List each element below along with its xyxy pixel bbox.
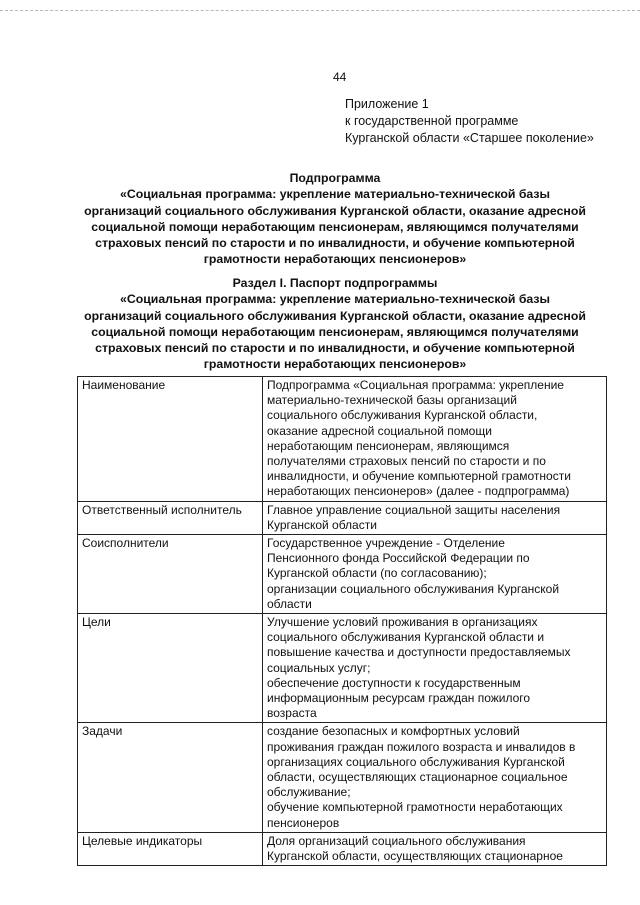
table-row (78, 614, 607, 723)
value-line: Государственное учреждение - Отделение (267, 536, 505, 551)
value-line: области, осуществляющих стационарное социальное (267, 770, 568, 785)
value-line: Доля организаций социального обслуживания (267, 833, 526, 848)
value-line: повышение качества и доступности предоставляемых (267, 645, 571, 660)
value-line: обслуживание; (267, 785, 351, 800)
value-line: получателями страховых пенсий по старости и по (267, 454, 546, 469)
appendix-note (345, 96, 594, 147)
row-label: Цели (78, 614, 263, 723)
value-line: материально-технической базы организаций (267, 393, 517, 408)
table-row (78, 501, 607, 534)
table-row (78, 535, 607, 614)
subprogram-title-line: социальной помощи неработающим пенсионерам, являющимся получателями (91, 219, 579, 234)
section-title-line: организаций социального обслуживания Курганской области, оказание адресной (84, 308, 586, 323)
section-title-line: «Социальная программа: укрепление материально-технической базы (119, 292, 551, 307)
section-title-line: социальной помощи неработающим пенсионерам, являющимся получателями (91, 324, 579, 339)
subprogram-title-line: организаций социального обслуживания Курганской области, оказание адресной (84, 203, 586, 218)
value-line: инвалидности, и обучение компьютерной грамотности (267, 469, 571, 484)
value-line: Пенсионного фонда Российской Федерации по (267, 551, 530, 566)
value-line: Курганской области, осуществляющих стационарное (267, 849, 563, 864)
value-line: неработающим пенсионерам, являющимся (267, 438, 510, 453)
value-line: оказание адресной социальной помощи (267, 423, 492, 438)
row-value (263, 535, 607, 614)
row-value (263, 614, 607, 723)
appendix-line: к государственной программе (345, 114, 519, 128)
row-value (263, 377, 607, 502)
value-line: неработающих пенсионеров» (далее - подпрограмма) (267, 484, 570, 499)
value-line: Подпрограмма «Социальная программа: укрепление (267, 378, 564, 392)
scan-top-border (0, 10, 640, 11)
row-label: Задачи (78, 723, 263, 832)
subprogram-title-line: Подпрограмма (289, 171, 381, 185)
value-line: создание безопасных и комфортных условий (267, 724, 520, 739)
value-line: обучение компьютерной грамотности неработающих (267, 800, 563, 815)
row-value (263, 723, 607, 832)
subprogram-title (70, 170, 600, 268)
value-line: Главное управление социальной защиты населения (267, 502, 561, 517)
value-line: Улучшение условий проживания в организациях (267, 615, 538, 630)
section-title-line: грамотности неработающих пенсионеров» (203, 357, 467, 372)
value-line: организациях социального обслуживания Курганской (267, 754, 565, 769)
appendix-line: Приложение 1 (345, 97, 429, 111)
page-number: 44 (333, 70, 347, 84)
row-label: Целевые индикаторы (78, 832, 263, 865)
value-line: социального обслуживания Курганской области и (267, 630, 545, 645)
section-title-line: страховых пенсий по старости и по инвалидности, и обучение компьютерной (95, 341, 575, 356)
table-row (78, 723, 607, 832)
row-value (263, 832, 607, 865)
value-line: Курганской области (по согласованию); (267, 566, 487, 581)
row-label: Соисполнители (78, 535, 263, 614)
appendix-line: Курганской области «Старшее поколение» (345, 131, 594, 145)
passport-table (77, 376, 607, 866)
value-line: информационным ресурсам граждан пожилого (267, 691, 531, 706)
row-value (263, 501, 607, 534)
value-line: социальных услуг; (267, 660, 371, 675)
row-label: Ответственный исполнитель (78, 501, 263, 534)
table-row (78, 832, 607, 865)
table-row (78, 377, 607, 502)
subprogram-title-line: страховых пенсий по старости и по инвалидности, и обучение компьютерной (95, 236, 575, 251)
value-line: проживания граждан пожилого возраста и инвалидов в (267, 739, 576, 754)
value-line: социального обслуживания Курганской области, (267, 408, 538, 423)
subprogram-title-line: грамотности неработающих пенсионеров» (203, 252, 467, 267)
value-line: обеспечение доступности к государственным (267, 675, 521, 690)
value-line: пенсионеров (267, 815, 340, 830)
value-line: Курганской области (267, 517, 377, 532)
subprogram-title-line: «Социальная программа: укрепление материально-технической базы (119, 187, 551, 202)
value-line: области (267, 596, 312, 611)
section-title (70, 275, 600, 373)
section-title-line: Раздел I. Паспорт подпрограммы (232, 276, 438, 290)
value-line: возраста (267, 706, 317, 721)
value-line: организации социального обслуживания Курганской (267, 581, 560, 596)
row-label: Наименование (78, 377, 263, 502)
